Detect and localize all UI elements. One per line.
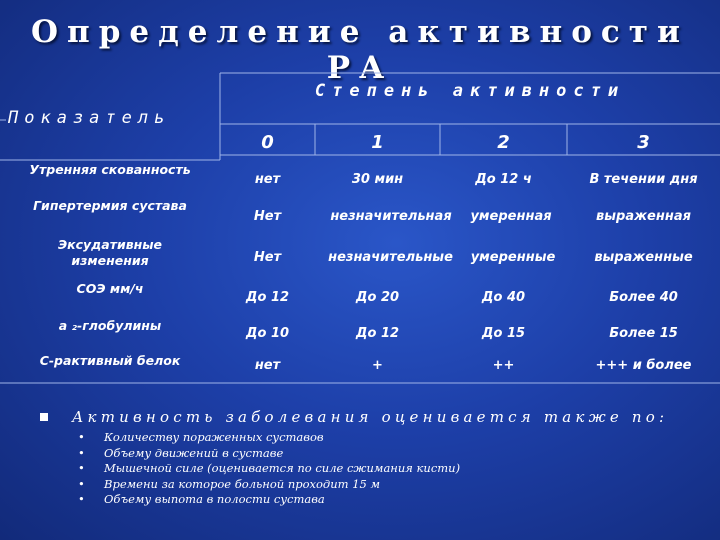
table-cell: До 20 <box>355 290 400 305</box>
list-item <box>78 477 460 493</box>
list-item <box>78 430 460 446</box>
table-cell: Нет <box>253 250 282 265</box>
indicator-header: Показатель <box>8 108 171 128</box>
list-item-text: Количеству пораженных суставов <box>104 430 324 444</box>
table-cell: ++ <box>492 358 515 373</box>
table-cell: Нет <box>253 209 282 224</box>
row-label-morning-stiffness: Утренняя скованность <box>29 162 191 177</box>
square-bullet-icon <box>40 413 48 421</box>
row-label-c-reactive-protein: С-рактивный белок <box>39 353 181 368</box>
table-cell: До 12 <box>355 326 400 341</box>
activity-note: Активность заболевания оценивается также по: <box>72 408 669 426</box>
bullet-icon: • <box>78 476 85 491</box>
table-cell: выраженная <box>596 209 691 224</box>
bullet-icon: • <box>78 461 85 475</box>
bullet-icon: • <box>78 492 85 506</box>
table-cell: +++ и более <box>595 358 692 373</box>
table-cell: До 12 ч <box>475 172 532 187</box>
bullet-icon: • <box>78 430 85 444</box>
row-label-exudative-changes: Эксудативные изменения <box>57 237 163 268</box>
list-item-text: Объему движений в суставе <box>104 445 284 460</box>
column-header-0: 0 <box>261 132 274 153</box>
column-header-3: 3 <box>637 132 650 153</box>
table-cell: нет <box>254 172 281 187</box>
row-label-joint-hyperthermia: Гипертермия сустава <box>33 198 187 213</box>
table-cell: 30 мин <box>351 172 404 187</box>
table-cell: Более 15 <box>609 326 678 341</box>
table-cell: Более 40 <box>609 290 678 305</box>
slide-title: Определение активности РА <box>31 14 689 86</box>
table-cell: До 10 <box>245 326 290 341</box>
row-label-esr: СОЭ мм/ч <box>76 281 144 296</box>
column-header-1: 1 <box>371 132 384 153</box>
list-item-text: Объему выпота в полости сустава <box>104 492 325 506</box>
table-cell: В течении дня <box>589 172 698 187</box>
column-header-2: 2 <box>497 132 510 153</box>
list-item <box>78 461 460 477</box>
table-cell: незначительные <box>328 250 453 265</box>
degree-header: Степень активности <box>314 81 626 101</box>
table-cell: + <box>372 358 383 373</box>
table-cell: нет <box>254 358 281 373</box>
list-item-text: Мышечной силе (оценивается по силе сжимания кисти) <box>104 461 461 475</box>
table-cell: До 15 <box>481 326 526 341</box>
list-item <box>78 446 460 462</box>
table-cell: умеренные <box>470 250 556 265</box>
list-item <box>78 492 460 508</box>
table-cell: выраженные <box>594 250 693 265</box>
table-cell: умеренная <box>470 209 552 224</box>
table-cell: До 12 <box>245 290 290 305</box>
list-item-text: Времени за которое больной проходит 15 м <box>104 476 381 491</box>
table-cell: До 40 <box>481 290 526 305</box>
row-label-alpha2-globulins: а ₂-глобулины <box>58 318 162 333</box>
table-cell: незначительная <box>330 209 452 224</box>
activity-criteria-list <box>78 430 460 508</box>
bullet-icon: • <box>78 445 85 460</box>
